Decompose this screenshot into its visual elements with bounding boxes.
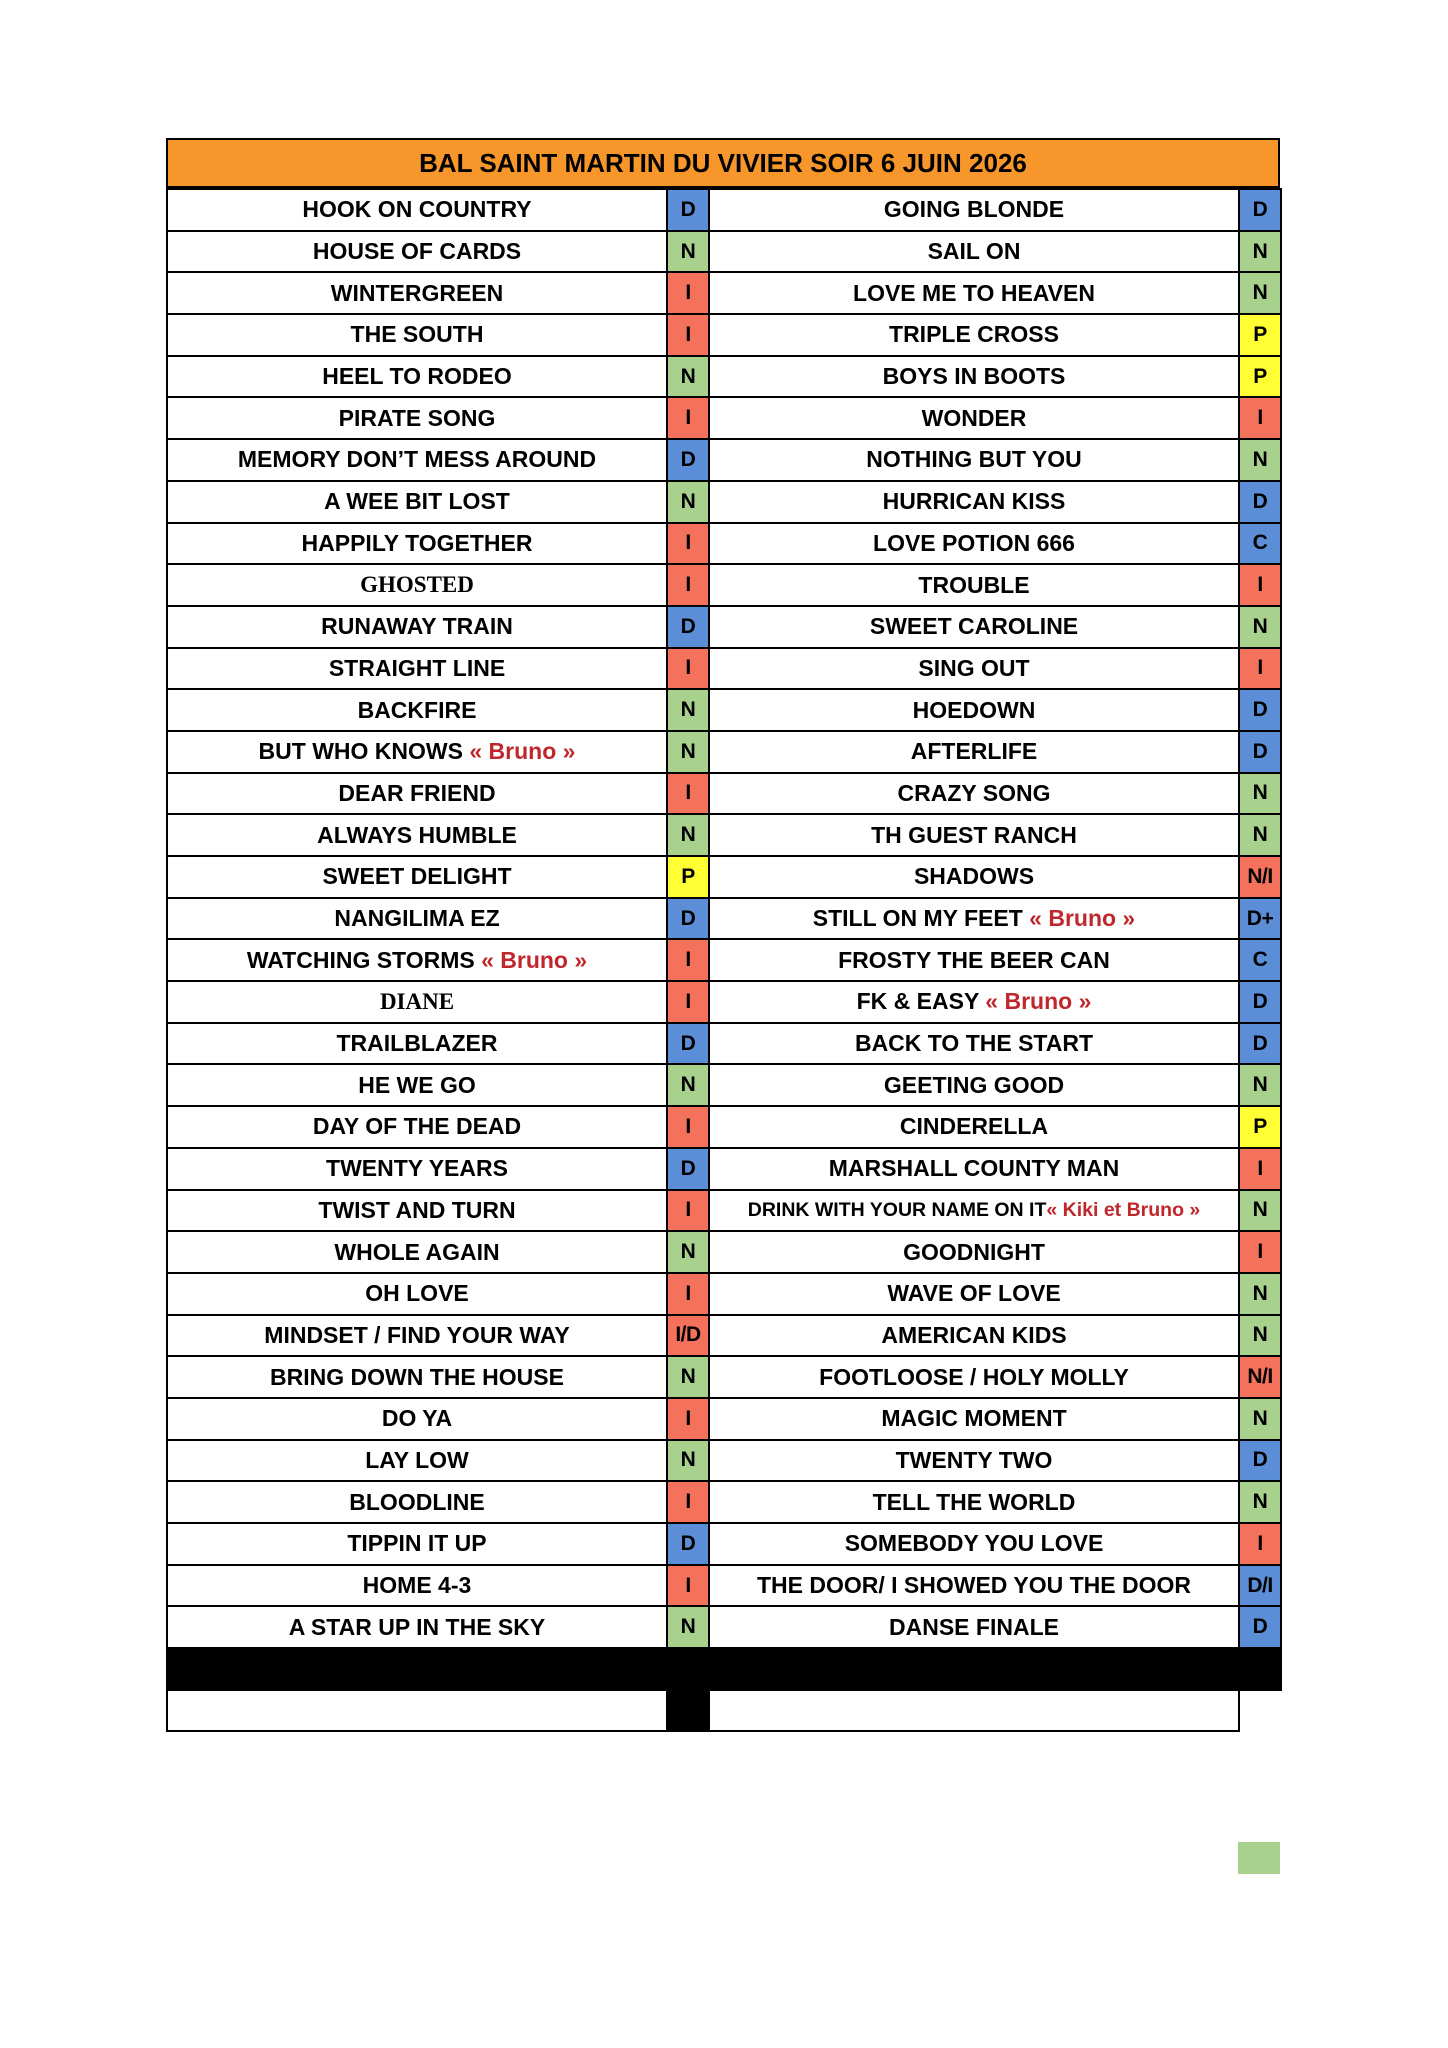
- song-title-left: [167, 1606, 667, 1648]
- table-row: [167, 1315, 1281, 1357]
- table-row: [167, 939, 1281, 981]
- song-title-left: [167, 981, 667, 1023]
- song-title-text: TELL THE WORLD: [872, 1488, 1076, 1515]
- level-badge-right: I: [1239, 564, 1281, 606]
- song-title-text: LOVE ME TO HEAVEN: [853, 279, 1095, 306]
- song-title-left: [167, 1481, 667, 1523]
- table-row: [167, 272, 1281, 314]
- song-title-right: [709, 773, 1239, 815]
- level-badge-left: N: [667, 1064, 709, 1106]
- song-title-right: [709, 356, 1239, 398]
- table-row: [167, 689, 1281, 731]
- setlist-sheet: [166, 138, 1280, 1732]
- song-title-text: WATCHING STORMS: [246, 946, 475, 973]
- song-title-left: [167, 648, 667, 690]
- song-title-right: [709, 1606, 1239, 1648]
- black-band-row: [167, 1648, 1281, 1690]
- level-badge-left: I: [667, 1273, 709, 1315]
- level-badge-left: D: [667, 606, 709, 648]
- table-row: [167, 1023, 1281, 1065]
- song-title-right: [709, 1398, 1239, 1440]
- song-title-right: [709, 272, 1239, 314]
- song-title-right: [709, 856, 1239, 898]
- level-badge-left: N: [667, 1356, 709, 1398]
- song-title-text: FROSTY THE BEER CAN: [838, 946, 1110, 973]
- level-badge-right: N: [1239, 1481, 1281, 1523]
- empty-title-right: [709, 1690, 1239, 1732]
- song-title-left: [167, 523, 667, 565]
- level-badge-right: N: [1239, 1315, 1281, 1357]
- table-row: [167, 814, 1281, 856]
- table-row: [167, 356, 1281, 398]
- table-footer: [167, 1648, 1281, 1731]
- song-title-text: MAGIC MOMENT: [881, 1405, 1067, 1432]
- level-badge-right: I: [1239, 1231, 1281, 1273]
- level-badge-right: N: [1239, 606, 1281, 648]
- setlist-rows: [167, 189, 1281, 1648]
- level-badge-left: I: [667, 397, 709, 439]
- level-badge-left: D: [667, 1523, 709, 1565]
- table-row: [167, 1064, 1281, 1106]
- song-title-text: BOYS IN BOOTS: [882, 363, 1066, 390]
- song-title-right: [709, 1190, 1239, 1232]
- level-badge-right: N/I: [1239, 1356, 1281, 1398]
- level-badge-left: D: [667, 898, 709, 940]
- song-title-text: LAY LOW: [365, 1446, 469, 1473]
- level-badge-left: I: [667, 1481, 709, 1523]
- song-title-text: TWENTY YEARS: [326, 1155, 508, 1182]
- song-title-text: TRAILBLAZER: [336, 1030, 498, 1057]
- song-title-right: [709, 731, 1239, 773]
- level-badge-right: N: [1239, 272, 1281, 314]
- song-title-text: WINTERGREEN: [330, 279, 504, 306]
- table-row: [167, 1523, 1281, 1565]
- song-title-text: RUNAWAY TRAIN: [321, 613, 513, 640]
- level-badge-right: N: [1239, 814, 1281, 856]
- song-title-text: TWENTY TWO: [895, 1446, 1053, 1473]
- song-title-left: [167, 1273, 667, 1315]
- song-title-right: [709, 189, 1239, 231]
- song-title-text: SING OUT: [918, 654, 1030, 681]
- song-title-left: [167, 1398, 667, 1440]
- level-badge-left: I: [667, 1106, 709, 1148]
- song-title-text: SHADOWS: [913, 863, 1035, 890]
- table-row: [167, 189, 1281, 231]
- song-title-right: [709, 1356, 1239, 1398]
- level-badge-left: D: [667, 189, 709, 231]
- song-title-right: [709, 1315, 1239, 1357]
- song-title-text: LOVE POTION 666: [873, 529, 1075, 556]
- table-row: [167, 648, 1281, 690]
- table-row: [167, 439, 1281, 481]
- level-badge-left: N: [667, 814, 709, 856]
- level-badge-left: N: [667, 356, 709, 398]
- level-badge-left: N: [667, 1606, 709, 1648]
- level-badge-right: D: [1239, 731, 1281, 773]
- song-title-text: HOUSE OF CARDS: [312, 238, 522, 265]
- song-title-left: [167, 856, 667, 898]
- black-band: [167, 1648, 1281, 1690]
- level-badge-left: N: [667, 689, 709, 731]
- song-title-right: [709, 981, 1239, 1023]
- song-title-left: [167, 356, 667, 398]
- level-badge-left: I: [667, 1565, 709, 1607]
- table-row: [167, 731, 1281, 773]
- level-badge-right: D: [1239, 689, 1281, 731]
- dancer-note: « Bruno »: [1029, 905, 1136, 932]
- level-badge-right: P: [1239, 1106, 1281, 1148]
- dancer-note: « Bruno »: [481, 946, 588, 973]
- table-row: [167, 856, 1281, 898]
- song-title-left: [167, 1565, 667, 1607]
- song-title-text: STILL ON MY FEET: [812, 905, 1023, 932]
- song-title-left: [167, 272, 667, 314]
- song-title-right: [709, 523, 1239, 565]
- song-title-text: CRAZY SONG: [897, 779, 1051, 806]
- song-title-left: [167, 1523, 667, 1565]
- song-title-left: [167, 564, 667, 606]
- level-badge-left: N: [667, 1231, 709, 1273]
- level-badge-right: P: [1239, 314, 1281, 356]
- song-title-right: [709, 231, 1239, 273]
- song-title-text: SWEET DELIGHT: [322, 863, 512, 890]
- table-row: [167, 1565, 1281, 1607]
- song-title-text: FOOTLOOSE / HOLY MOLLY: [819, 1363, 1129, 1390]
- song-title-text: AMERICAN KIDS: [881, 1321, 1067, 1348]
- song-title-text: BLOODLINE: [349, 1488, 485, 1515]
- song-title-text: A WEE BIT LOST: [324, 488, 510, 515]
- song-title-right: [709, 564, 1239, 606]
- song-title-left: [167, 1315, 667, 1357]
- level-badge-left: I: [667, 1398, 709, 1440]
- song-title-text: STRAIGHT LINE: [328, 654, 506, 681]
- level-badge-right: D: [1239, 1023, 1281, 1065]
- song-title-text: THE SOUTH: [350, 321, 484, 348]
- song-title-text: WHOLE AGAIN: [334, 1238, 500, 1265]
- table-row: [167, 898, 1281, 940]
- table-row: [167, 1273, 1281, 1315]
- song-title-left: [167, 1148, 667, 1190]
- table-row: [167, 1106, 1281, 1148]
- level-badge-right: I: [1239, 1523, 1281, 1565]
- level-badge-left: I: [667, 523, 709, 565]
- song-title-right: [709, 1231, 1239, 1273]
- table-row: [167, 1231, 1281, 1273]
- song-title-text: HURRICAN KISS: [882, 488, 1066, 515]
- level-badge-right: D+: [1239, 898, 1281, 940]
- song-title-left: [167, 606, 667, 648]
- song-title-text: BACK TO THE START: [854, 1030, 1094, 1057]
- dancer-note: « Bruno »: [469, 738, 576, 765]
- table-row: [167, 981, 1281, 1023]
- song-title-text: DAY OF THE DEAD: [312, 1113, 522, 1140]
- level-badge-left: N: [667, 1440, 709, 1482]
- table-row: [167, 1190, 1281, 1232]
- level-badge-right: N: [1239, 773, 1281, 815]
- song-title-left: [167, 314, 667, 356]
- song-title-text: GOODNIGHT: [903, 1238, 1045, 1265]
- setlist-table: [166, 188, 1282, 1732]
- level-badge-right: N: [1239, 231, 1281, 273]
- song-title-text: DANSE FINALE: [889, 1613, 1059, 1640]
- table-row: [167, 1148, 1281, 1190]
- song-title-left: [167, 1064, 667, 1106]
- level-badge-right: C: [1239, 939, 1281, 981]
- song-title-right: [709, 439, 1239, 481]
- level-badge-left: I: [667, 648, 709, 690]
- song-title-text: SOMEBODY YOU LOVE: [844, 1530, 1104, 1557]
- level-badge-left: D: [667, 439, 709, 481]
- song-title-text: SAIL ON: [927, 238, 1021, 265]
- empty-title-left: [167, 1690, 667, 1732]
- song-title-text: AFTERLIFE: [910, 738, 1038, 765]
- song-title-text: TIPPIN IT UP: [347, 1530, 487, 1557]
- song-title-left: [167, 1023, 667, 1065]
- table-row: [167, 1356, 1281, 1398]
- level-badge-left: I: [667, 314, 709, 356]
- table-row: [167, 1606, 1281, 1648]
- song-title-text: WAVE OF LOVE: [887, 1280, 1061, 1307]
- table-row: [167, 397, 1281, 439]
- level-badge-right: N: [1239, 1064, 1281, 1106]
- song-title-text: PIRATE SONG: [338, 404, 496, 431]
- song-title-text: HOME 4-3: [362, 1572, 472, 1599]
- song-title-text: MEMORY DON’T MESS AROUND: [237, 446, 597, 473]
- level-badge-right: D: [1239, 1606, 1281, 1648]
- table-row: [167, 1440, 1281, 1482]
- empty-row: [167, 1690, 1281, 1732]
- song-title-left: [167, 1231, 667, 1273]
- level-badge-right: D/I: [1239, 1565, 1281, 1607]
- level-badge-right: D: [1239, 481, 1281, 523]
- level-badge-right: I: [1239, 1148, 1281, 1190]
- level-badge-right: C: [1239, 523, 1281, 565]
- table-row: [167, 314, 1281, 356]
- song-title-right: [709, 1064, 1239, 1106]
- song-title-text: MINDSET / FIND YOUR WAY: [264, 1321, 570, 1348]
- song-title-right: [709, 1148, 1239, 1190]
- level-badge-left: I/D: [667, 1315, 709, 1357]
- level-badge-right: D: [1239, 1440, 1281, 1482]
- song-title-right: [709, 898, 1239, 940]
- level-badge-left: I: [667, 939, 709, 981]
- song-title-text: FK & EASY: [856, 988, 979, 1015]
- song-title-right: [709, 1023, 1239, 1065]
- song-title-left: [167, 689, 667, 731]
- table-row: [167, 1398, 1281, 1440]
- level-badge-right: N: [1239, 439, 1281, 481]
- song-title-text: DO YA: [381, 1405, 453, 1432]
- table-row: [167, 481, 1281, 523]
- table-row: [167, 606, 1281, 648]
- level-badge-right: N/I: [1239, 856, 1281, 898]
- song-title-text: GEETING GOOD: [883, 1071, 1065, 1098]
- level-badge-right: N: [1239, 1273, 1281, 1315]
- song-title-left: [167, 1190, 667, 1232]
- level-badge-left: D: [667, 1023, 709, 1065]
- song-title-right: [709, 939, 1239, 981]
- song-title-left: [167, 814, 667, 856]
- song-title-text: BUT WHO KNOWS: [258, 738, 463, 765]
- song-title-left: [167, 189, 667, 231]
- song-title-text: ALWAYS HUMBLE: [317, 821, 517, 848]
- song-title-text: TRIPLE CROSS: [889, 321, 1059, 348]
- song-title-right: [709, 648, 1239, 690]
- level-badge-right: N: [1239, 1190, 1281, 1232]
- song-title-right: [709, 314, 1239, 356]
- level-badge-left: I: [667, 1190, 709, 1232]
- page-title: BAL SAINT MARTIN DU VIVIER SOIR 6 JUIN 2026: [166, 138, 1280, 188]
- song-title-text: HAPPILY TOGETHER: [301, 529, 533, 556]
- song-title-right: [709, 606, 1239, 648]
- song-title-text: HOOK ON COUNTRY: [302, 196, 532, 223]
- song-title-right: [709, 814, 1239, 856]
- song-title-left: [167, 939, 667, 981]
- song-title-text: DEAR FRIEND: [338, 779, 496, 806]
- dancer-note: « Bruno »: [985, 988, 1092, 1015]
- song-title-left: [167, 773, 667, 815]
- song-title-text: TH GUEST RANCH: [871, 821, 1077, 848]
- level-badge-left: N: [667, 231, 709, 273]
- song-title-text: TWIST AND TURN: [318, 1196, 516, 1223]
- level-badge-left: N: [667, 731, 709, 773]
- song-title-right: [709, 1565, 1239, 1607]
- level-badge-left: I: [667, 272, 709, 314]
- level-badge-right: D: [1239, 189, 1281, 231]
- empty-level-left: [667, 1690, 709, 1732]
- song-title-right: [709, 1523, 1239, 1565]
- song-title-text: THE DOOR/ I SHOWED YOU THE DOOR: [756, 1572, 1192, 1599]
- song-title-left: [167, 397, 667, 439]
- level-badge-right: D: [1239, 981, 1281, 1023]
- song-title-text: A STAR UP IN THE SKY: [288, 1613, 546, 1640]
- level-badge-right: I: [1239, 397, 1281, 439]
- song-title-right: [709, 1481, 1239, 1523]
- song-title-text: DIANE: [379, 988, 455, 1014]
- song-title-left: [167, 1356, 667, 1398]
- song-title-text: TROUBLE: [918, 571, 1030, 598]
- level-badge-left: I: [667, 981, 709, 1023]
- table-row: [167, 231, 1281, 273]
- song-title-right: [709, 397, 1239, 439]
- song-title-text: HOEDOWN: [912, 696, 1036, 723]
- song-title-left: [167, 898, 667, 940]
- table-row: [167, 773, 1281, 815]
- song-title-text: HE WE GO: [358, 1071, 476, 1098]
- level-badge-left: P: [667, 856, 709, 898]
- song-title-left: [167, 1440, 667, 1482]
- table-row: [167, 564, 1281, 606]
- song-title-right: [709, 1440, 1239, 1482]
- song-title-left: [167, 1106, 667, 1148]
- level-badge-right: N: [1239, 1398, 1281, 1440]
- song-title-text: GHOSTED: [360, 572, 474, 598]
- song-title-right: [709, 481, 1239, 523]
- level-badge-right: P: [1239, 356, 1281, 398]
- song-title-left: [167, 231, 667, 273]
- song-title-text: OH LOVE: [365, 1280, 469, 1307]
- table-row: [167, 1481, 1281, 1523]
- song-title-text: SWEET CAROLINE: [869, 613, 1079, 640]
- song-title-right: [709, 1106, 1239, 1148]
- song-title-text: HEEL TO RODEO: [322, 363, 512, 390]
- level-badge-left: I: [667, 773, 709, 815]
- song-title-left: [167, 481, 667, 523]
- song-title-text: NOTHING BUT YOU: [866, 446, 1082, 473]
- level-badge-right: I: [1239, 648, 1281, 690]
- song-title-text: DRINK WITH YOUR NAME ON IT: [747, 1198, 1047, 1221]
- song-title-text: BACKFIRE: [357, 696, 477, 723]
- level-badge-left: D: [667, 1148, 709, 1190]
- song-title-left: [167, 731, 667, 773]
- dancer-note: « Kiki et Bruno »: [1046, 1198, 1201, 1221]
- song-title-right: [709, 689, 1239, 731]
- song-title-text: NANGILIMA EZ: [334, 905, 500, 932]
- table-row: [167, 523, 1281, 565]
- song-title-left: [167, 439, 667, 481]
- song-title-text: WONDER: [921, 404, 1027, 431]
- song-title-text: CINDERELLA: [899, 1113, 1049, 1140]
- level-badge-left: I: [667, 564, 709, 606]
- empty-level-right: [1239, 1690, 1281, 1732]
- song-title-text: BRING DOWN THE HOUSE: [270, 1363, 564, 1390]
- level-badge-left: N: [667, 481, 709, 523]
- green-legend-swatch: [1238, 1842, 1280, 1874]
- song-title-text: MARSHALL COUNTY MAN: [828, 1155, 1120, 1182]
- song-title-right: [709, 1273, 1239, 1315]
- song-title-text: GOING BLONDE: [883, 196, 1065, 223]
